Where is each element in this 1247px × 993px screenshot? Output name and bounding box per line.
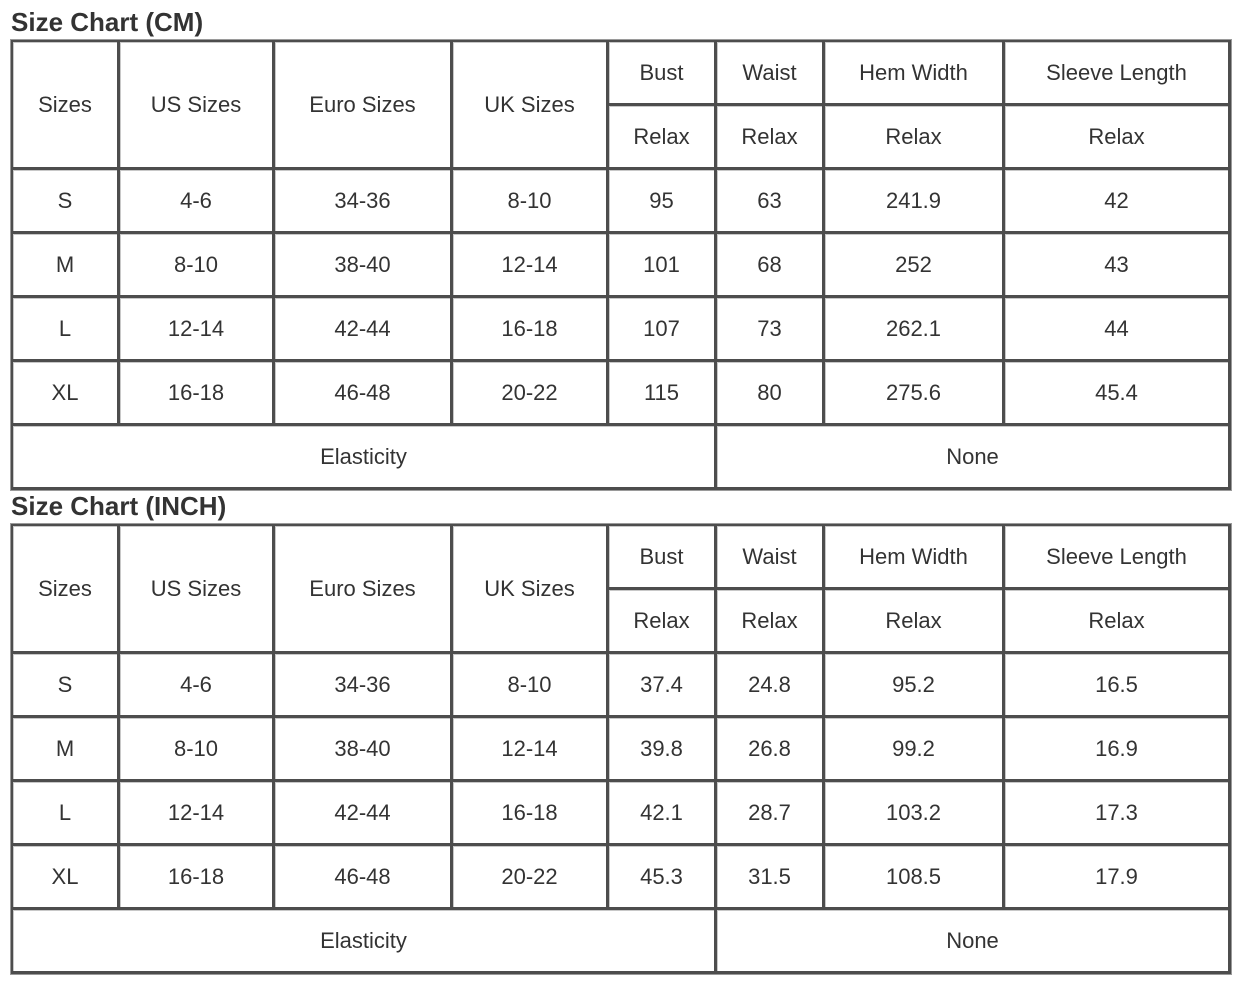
table-row — [13, 846, 1231, 910]
subheader-cell-relax: Relax — [609, 590, 717, 654]
table-cell: 24.8 — [717, 654, 825, 718]
table-cell: 8-10 — [120, 718, 275, 782]
header-cell-sleeve-length: Sleeve Length — [1005, 42, 1231, 106]
table-cell: 12-14 — [453, 718, 609, 782]
table-cell: XL — [13, 362, 120, 426]
table-cell: 8-10 — [453, 654, 609, 718]
header-cell-euro-sizes: Euro Sizes — [275, 42, 453, 170]
table-cell: 34-36 — [275, 170, 453, 234]
table-cell: 101 — [609, 234, 717, 298]
table-cell: 45.4 — [1005, 362, 1231, 426]
elasticity-value-cell: None — [717, 910, 1231, 974]
table-cell: 42.1 — [609, 782, 717, 846]
table-cell: 252 — [825, 234, 1005, 298]
table-cell: 115 — [609, 362, 717, 426]
table-cell: 43 — [1005, 234, 1231, 298]
table-cell: 241.9 — [825, 170, 1005, 234]
table-footer-row — [13, 426, 1231, 490]
table-row — [13, 234, 1231, 298]
table-cell: 73 — [717, 298, 825, 362]
table-cell: 42-44 — [275, 782, 453, 846]
table-cell: M — [13, 234, 120, 298]
table-cell: 31.5 — [717, 846, 825, 910]
table-row — [13, 654, 1231, 718]
elasticity-label-cell: Elasticity — [13, 426, 717, 490]
size-chart-cm-table — [11, 40, 1231, 490]
table-cell: 38-40 — [275, 718, 453, 782]
table-cell: 95 — [609, 170, 717, 234]
table-cell: 16.5 — [1005, 654, 1231, 718]
table-cell: 103.2 — [825, 782, 1005, 846]
table-cell: S — [13, 170, 120, 234]
table-cell: 4-6 — [120, 170, 275, 234]
table-row — [13, 782, 1231, 846]
subheader-cell-relax: Relax — [609, 106, 717, 170]
table-cell: 107 — [609, 298, 717, 362]
table-cell: 16-18 — [453, 298, 609, 362]
size-chart-inch-title: Size Chart (INCH) — [11, 491, 227, 521]
header-cell-hem-width: Hem Width — [825, 42, 1005, 106]
table-footer-row — [13, 910, 1231, 974]
header-cell-sizes: Sizes — [13, 526, 120, 654]
table-cell: 4-6 — [120, 654, 275, 718]
table-cell: 34-36 — [275, 654, 453, 718]
header-cell-sizes: Sizes — [13, 42, 120, 170]
header-cell-uk-sizes: UK Sizes — [453, 526, 609, 654]
table-cell: 68 — [717, 234, 825, 298]
table-cell: 16-18 — [453, 782, 609, 846]
header-cell-uk-sizes: UK Sizes — [453, 42, 609, 170]
subheader-cell-relax: Relax — [717, 590, 825, 654]
table-row — [13, 718, 1231, 782]
table-cell: 12-14 — [120, 782, 275, 846]
table-header-row — [13, 526, 1231, 590]
table-row — [13, 362, 1231, 426]
header-cell-waist: Waist — [717, 526, 825, 590]
table-cell: 12-14 — [120, 298, 275, 362]
subheader-cell-relax: Relax — [825, 106, 1005, 170]
table-cell: M — [13, 718, 120, 782]
table-cell: 38-40 — [275, 234, 453, 298]
table-cell: 99.2 — [825, 718, 1005, 782]
table-cell: 16.9 — [1005, 718, 1231, 782]
subheader-cell-relax: Relax — [825, 590, 1005, 654]
table-cell: 46-48 — [275, 846, 453, 910]
table-cell: 17.9 — [1005, 846, 1231, 910]
table-cell: L — [13, 298, 120, 362]
subheader-cell-relax: Relax — [1005, 590, 1231, 654]
elasticity-label-cell: Elasticity — [13, 910, 717, 974]
elasticity-value-cell: None — [717, 426, 1231, 490]
header-cell-hem-width: Hem Width — [825, 526, 1005, 590]
table-cell: 46-48 — [275, 362, 453, 426]
table-cell: L — [13, 782, 120, 846]
subheader-cell-relax: Relax — [1005, 106, 1231, 170]
table-cell: 275.6 — [825, 362, 1005, 426]
header-cell-us-sizes: US Sizes — [120, 526, 275, 654]
table-cell: 20-22 — [453, 362, 609, 426]
header-cell-bust: Bust — [609, 42, 717, 106]
header-cell-waist: Waist — [717, 42, 825, 106]
table-cell: 37.4 — [609, 654, 717, 718]
table-cell: 80 — [717, 362, 825, 426]
table-cell: 42 — [1005, 170, 1231, 234]
table-cell: 20-22 — [453, 846, 609, 910]
table-cell: 95.2 — [825, 654, 1005, 718]
table-cell: 63 — [717, 170, 825, 234]
header-cell-euro-sizes: Euro Sizes — [275, 526, 453, 654]
size-chart-inch-table — [11, 524, 1231, 974]
header-cell-sleeve-length: Sleeve Length — [1005, 526, 1231, 590]
table-cell: 17.3 — [1005, 782, 1231, 846]
table-cell: 44 — [1005, 298, 1231, 362]
table-cell: 45.3 — [609, 846, 717, 910]
table-cell: S — [13, 654, 120, 718]
table-cell: 8-10 — [120, 234, 275, 298]
table-cell: 39.8 — [609, 718, 717, 782]
header-cell-us-sizes: US Sizes — [120, 42, 275, 170]
table-cell: XL — [13, 846, 120, 910]
table-cell: 42-44 — [275, 298, 453, 362]
table-header-row — [13, 42, 1231, 106]
table-cell: 16-18 — [120, 846, 275, 910]
table-cell: 16-18 — [120, 362, 275, 426]
table-row — [13, 170, 1231, 234]
table-row — [13, 298, 1231, 362]
table-cell: 28.7 — [717, 782, 825, 846]
header-cell-bust: Bust — [609, 526, 717, 590]
table-cell: 262.1 — [825, 298, 1005, 362]
table-cell: 8-10 — [453, 170, 609, 234]
subheader-cell-relax: Relax — [717, 106, 825, 170]
table-cell: 26.8 — [717, 718, 825, 782]
table-cell: 12-14 — [453, 234, 609, 298]
table-cell: 108.5 — [825, 846, 1005, 910]
size-chart-cm-title: Size Chart (CM) — [11, 7, 204, 37]
